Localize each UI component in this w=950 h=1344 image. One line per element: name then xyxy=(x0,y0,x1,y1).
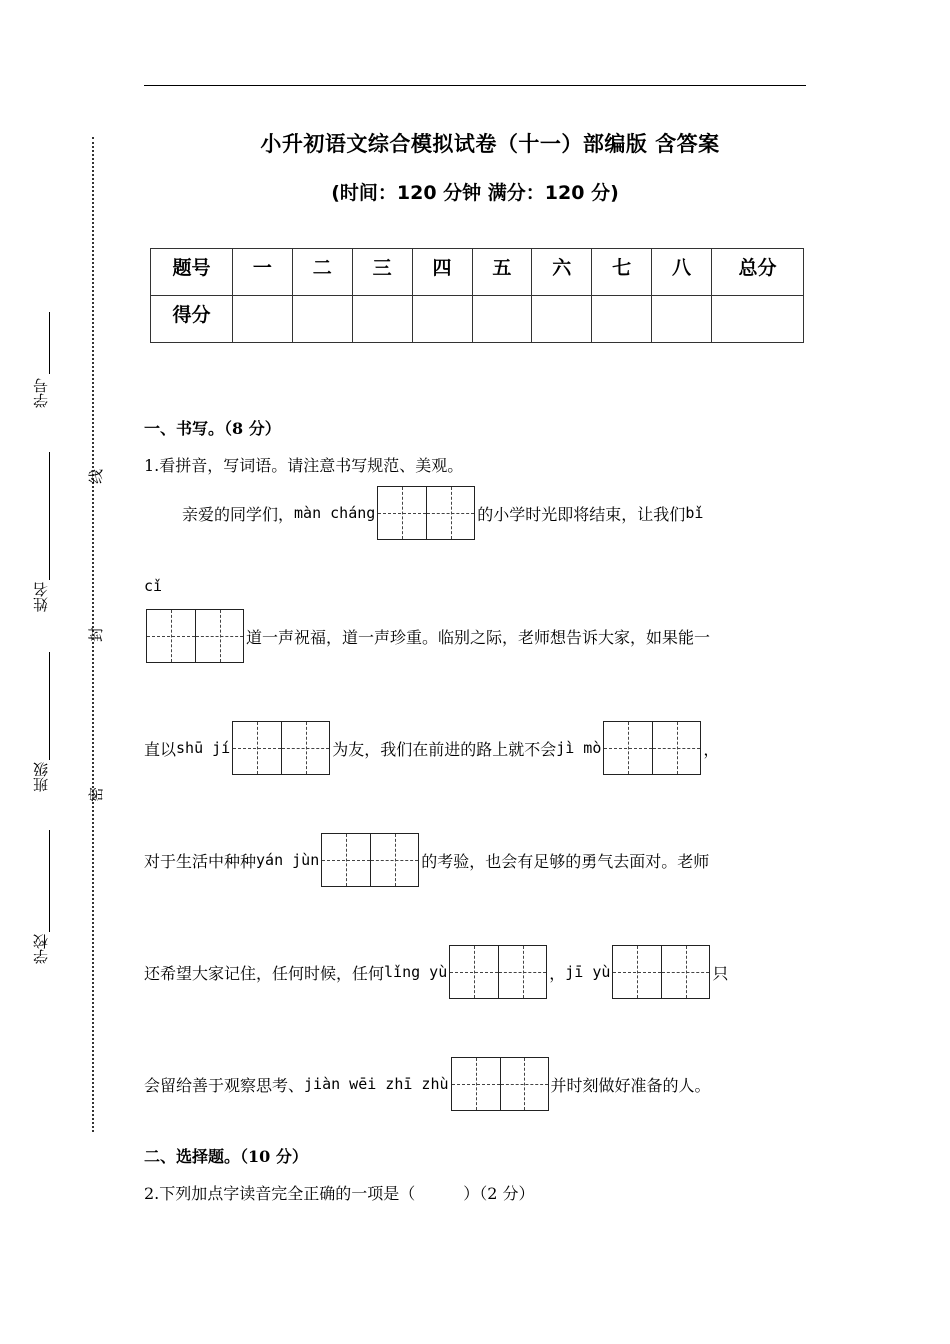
grid-cell[interactable] xyxy=(452,1058,500,1110)
score-cell[interactable] xyxy=(233,296,293,343)
score-cell[interactable] xyxy=(472,296,532,343)
page-title: 小升初语文综合模拟试卷（十一）部编版 含答案 xyxy=(260,132,720,156)
score-header-cell: 五 xyxy=(472,249,532,296)
score-row-label: 得分 xyxy=(151,296,233,343)
score-cell[interactable] xyxy=(652,296,712,343)
score-cell[interactable] xyxy=(292,296,352,343)
passage-line xyxy=(144,485,806,541)
grid-cell[interactable] xyxy=(661,946,709,998)
passage-text: 并时刻做好准备的人。 xyxy=(550,1075,711,1095)
question-text: 1.看拼音，写词语。请注意书写规范、美观。 xyxy=(144,456,464,475)
score-header-cell: 四 xyxy=(412,249,472,296)
passage-text: 为友，我们在前进的路上就不会 xyxy=(332,739,557,759)
student-no-label: 学号 xyxy=(32,378,50,408)
passage-line xyxy=(144,1056,806,1112)
grid-cell[interactable] xyxy=(195,610,243,662)
score-table-score-row xyxy=(151,296,804,343)
score-table xyxy=(150,248,804,343)
answer-grid[interactable] xyxy=(232,721,330,775)
passage-text: 的小学时光即将结束，让我们 xyxy=(477,504,686,524)
score-header-cell: 八 xyxy=(652,249,712,296)
pinyin: cǐ xyxy=(144,577,163,595)
passage-text: ， xyxy=(703,739,720,759)
grid-cell[interactable] xyxy=(322,834,370,886)
pinyin: bǐ xyxy=(685,504,704,522)
grid-cell[interactable] xyxy=(426,487,474,539)
grid-cell[interactable] xyxy=(233,722,281,774)
fold-line-label: 线 xyxy=(87,468,106,485)
pinyin: màn cháng xyxy=(294,504,376,522)
passage-text: ， xyxy=(549,963,566,983)
grid-cell[interactable] xyxy=(450,946,498,998)
passage-line xyxy=(144,720,806,776)
passage-line xyxy=(146,608,808,664)
pinyin: shū jí xyxy=(176,739,231,757)
grid-cell[interactable] xyxy=(613,946,661,998)
score-cell[interactable] xyxy=(412,296,472,343)
passage-line xyxy=(144,944,806,1000)
grid-cell[interactable] xyxy=(147,610,195,662)
passage-text: 对于生活中种种 xyxy=(144,851,257,871)
answer-grid[interactable] xyxy=(146,609,244,663)
score-cell[interactable] xyxy=(712,296,804,343)
fold-seal-label: 封 xyxy=(87,626,106,643)
name-blank[interactable] xyxy=(49,452,50,580)
pinyin: jiàn wēi zhī zhù xyxy=(304,1075,449,1093)
score-cell[interactable] xyxy=(352,296,412,343)
passage-text: 直以 xyxy=(144,739,177,759)
school-blank[interactable] xyxy=(49,830,50,932)
exam-info: (时间：120 分钟 满分：120 分) xyxy=(331,182,619,204)
school-label: 学校 xyxy=(32,934,50,964)
pinyin: lǐng yù xyxy=(384,963,448,981)
student-no-blank[interactable] xyxy=(49,312,50,374)
grid-cell[interactable] xyxy=(370,834,418,886)
answer-grid[interactable] xyxy=(377,486,475,540)
score-header-cell: 题号 xyxy=(151,249,233,296)
passage-text: 会留给善于观察思考、 xyxy=(144,1075,305,1095)
score-cell[interactable] xyxy=(532,296,592,343)
score-header-cell: 二 xyxy=(292,249,352,296)
passage-text: 只 xyxy=(712,963,729,983)
pinyin: yán jùn xyxy=(256,851,320,869)
answer-grid[interactable] xyxy=(612,945,710,999)
section-heading: 二、选择题。（10 分） xyxy=(144,1147,308,1166)
fold-close-label: 密 xyxy=(87,786,106,803)
score-cell[interactable] xyxy=(592,296,652,343)
passage-text: 亲爱的同学们， xyxy=(182,504,295,524)
score-header-cell: 总分 xyxy=(712,249,804,296)
passage-text: 的考验，也会有足够的勇气去面对。老师 xyxy=(421,851,710,871)
grid-cell[interactable] xyxy=(500,1058,548,1110)
grid-cell[interactable] xyxy=(498,946,546,998)
pinyin: jī yù xyxy=(565,963,611,981)
grid-cell[interactable] xyxy=(281,722,329,774)
top-rule xyxy=(144,85,806,86)
grid-cell[interactable] xyxy=(378,487,426,539)
answer-grid[interactable] xyxy=(603,721,701,775)
class-label: 班级 xyxy=(32,762,50,792)
answer-grid[interactable] xyxy=(451,1057,549,1111)
answer-grid[interactable] xyxy=(321,833,419,887)
name-label: 姓名 xyxy=(32,582,50,612)
question-text: 2.下列加点字读音完全正确的一项是（ ）（2 分） xyxy=(144,1184,535,1203)
passage-text: 还希望大家记住，任何时候，任何 xyxy=(144,963,385,983)
score-table-header-row xyxy=(151,249,804,296)
score-header-cell: 六 xyxy=(532,249,592,296)
grid-cell[interactable] xyxy=(652,722,700,774)
passage-text: 道一声祝福，道一声珍重。临别之际，老师想告诉大家，如果能一 xyxy=(246,627,711,647)
class-blank[interactable] xyxy=(49,652,50,760)
grid-cell[interactable] xyxy=(604,722,652,774)
answer-grid[interactable] xyxy=(449,945,547,999)
score-header-cell: 一 xyxy=(233,249,293,296)
score-header-cell: 七 xyxy=(592,249,652,296)
pinyin: jì mò xyxy=(556,739,602,757)
section-heading: 一、书写。（8 分） xyxy=(144,419,281,438)
score-header-cell: 三 xyxy=(352,249,412,296)
passage-line xyxy=(144,832,806,888)
